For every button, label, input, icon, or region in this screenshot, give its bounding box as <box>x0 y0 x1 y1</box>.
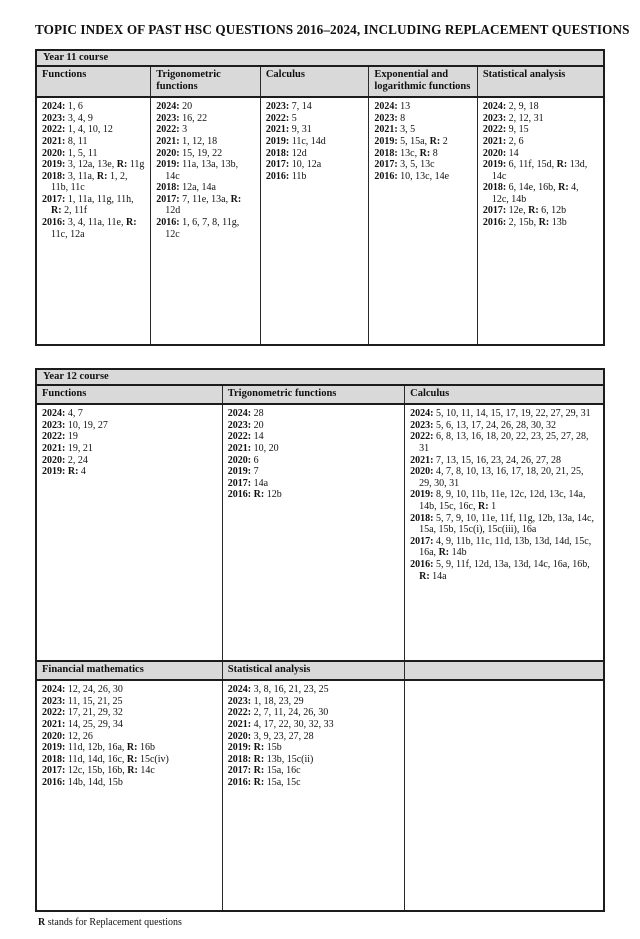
cell-entry: 2021: 14, 25, 29, 34 <box>42 719 123 731</box>
cell-entry: 2017: 1, 11a, 11g, 11h, R: 2, 11f <box>42 193 134 217</box>
cell-entry: 2024: 20 <box>156 101 193 113</box>
cell-entry: 2021: 4, 17, 22, 30, 32, 33 <box>227 719 334 731</box>
cell-entry: 2022: 9, 15 <box>482 124 529 136</box>
cell-entry: 2018: 11d, 14d, 16c, R: 15c(iv) <box>42 753 169 765</box>
cell-entry: 2020: 15, 19, 22 <box>156 147 223 159</box>
cell-entry: 2023: 7, 14 <box>265 101 312 113</box>
cell-entry: 2017: 7, 11e, 13a, R: 12d <box>156 193 242 217</box>
cell-entry: 2024: 13 <box>374 101 411 113</box>
cell-entry: 2019: 11d, 12b, 16a, R: 16b <box>42 742 155 754</box>
year11-col-header-calculus: Calculus <box>260 66 368 97</box>
year12-bottom-header-row <box>36 661 604 680</box>
year12-col-header-empty <box>405 661 604 680</box>
cell-entry: 2016: 1, 6, 7, 8, 11g, 12c <box>156 217 240 240</box>
year12-table <box>35 368 605 912</box>
cell-entry: 2018: 3, 11a, R: 1, 2, 11b, 11c <box>42 170 128 194</box>
cell-entry: 2021: 9, 31 <box>265 124 312 136</box>
cell-entry: 2018: 13c, R: 8 <box>374 147 438 159</box>
cell-entry: 2023: 16, 22 <box>156 112 208 124</box>
cell-entry: 2024: 3, 8, 16, 21, 23, 25 <box>227 684 329 696</box>
year12-bottom-body-row <box>36 680 604 911</box>
cell-entry: 2016: 11b <box>265 170 307 182</box>
cell-entry: 2019: 5, 15a, R: 2 <box>374 135 448 147</box>
year11-col-header-functions: Functions <box>36 66 151 97</box>
year12-col-header-functions: Functions <box>36 385 222 404</box>
cell-entry: 2017: 14a <box>227 477 269 489</box>
year12-cell-statistical-analysis <box>222 680 404 911</box>
cell-entry: 2023: 10, 19, 27 <box>42 419 108 431</box>
cell-entry: 2018: R: 13b, 15c(ii) <box>227 753 314 765</box>
year12-cell-calculus <box>405 404 604 661</box>
cell-entry: 2022: 14 <box>227 431 264 443</box>
cell-entry: 2023: 20 <box>227 419 264 431</box>
cell-entry: 2018: 12d <box>265 147 307 159</box>
cell-entry: 2017: 12e, R: 6, 12b <box>482 205 567 217</box>
cell-entry: 2021: 3, 5 <box>374 124 416 136</box>
cell-entry: 2016: R: 12b <box>227 489 282 501</box>
cell-entry: 2024: 12, 24, 26, 30 <box>42 684 123 696</box>
cell-entry: 2023: 5, 6, 13, 17, 24, 26, 28, 30, 32 <box>410 419 556 431</box>
cell-entry: 2016: 14b, 14d, 15b <box>42 777 123 788</box>
cell-entry: 2019: 6, 11f, 15d, R: 13d, 14c <box>482 159 588 182</box>
year12-col-header-statistical-analysis: Statistical analysis <box>222 661 404 680</box>
cell-entry: 2021: 7, 13, 15, 16, 23, 24, 26, 27, 28 <box>410 454 561 466</box>
cell-entry: 2024: 5, 10, 11, 14, 15, 17, 19, 22, 27, 29, 31 <box>410 408 591 420</box>
cell-entry: 2019: 11a, 13a, 13b, 14c <box>156 159 239 182</box>
cell-entry: 2022: 17, 21, 29, 32 <box>42 707 123 719</box>
cell-entry: 2023: 11, 15, 21, 25 <box>42 695 123 707</box>
cell-entry: 2024: 1, 6 <box>42 101 83 113</box>
cell-entry: 2020: 3, 9, 23, 27, 28 <box>227 730 314 742</box>
cell-entry: 2024: 4, 7 <box>42 408 83 420</box>
cell-entry: 2020: 12, 26 <box>42 730 93 742</box>
cell-entry: 2017: 3, 5, 13c <box>374 159 435 171</box>
year11-cell-exponential-logarithmic <box>369 97 477 345</box>
cell-entry: 2017: 10, 12a <box>265 159 322 171</box>
year12-cell-financial-mathematics <box>36 680 222 911</box>
footnote-r-symbol: R <box>38 917 46 929</box>
year12-col-header-financial-mathematics: Financial mathematics <box>36 661 222 680</box>
cell-entry: 2016: 3, 4, 11a, 11e, R: 11c, 12a <box>42 217 137 240</box>
cell-entry: 2019: 8, 9, 10, 11b, 11e, 12c, 12d, 13c, 14a, 14b, 15c, 16c, R: 1 <box>410 489 586 512</box>
cell-entry: 2020: 4, 7, 8, 10, 13, 16, 17, 18, 20, 21, 25, 29, 30, 31 <box>410 466 584 489</box>
year11-table <box>35 49 605 346</box>
cell-entry: 2020: 6 <box>227 454 259 466</box>
cell-entry: 2020: 2, 24 <box>42 454 88 466</box>
cell-entry: 2020: 1, 5, 11 <box>42 147 98 159</box>
cell-entry: 2019: R: 15b <box>227 742 282 754</box>
footnote <box>35 917 605 928</box>
year12-top-header-row <box>36 385 604 404</box>
cell-entry: 2021: 1, 12, 18 <box>156 135 218 147</box>
cell-entry: 2023: 8 <box>374 112 406 124</box>
cell-entry: 2017: 4, 9, 11b, 11c, 11d, 13b, 13d, 14d, 15c, 16a, R: 14b <box>410 535 592 559</box>
cell-entry: 2019: 11c, 14d <box>265 135 326 147</box>
cell-entry: 2023: 1, 18, 23, 29 <box>227 695 304 707</box>
cell-entry: 2016: 10, 13c, 14e <box>374 170 450 182</box>
year11-caption: Year 11 course <box>36 50 604 66</box>
cell-entry: 2019: R: 4 <box>42 466 86 478</box>
year12-caption: Year 12 course <box>36 369 604 385</box>
year12-col-header-calculus: Calculus <box>405 385 604 404</box>
year11-cell-statistical-analysis <box>477 97 604 345</box>
year12-cell-functions <box>36 404 222 661</box>
cell-entry: 2022: 6, 8, 13, 16, 18, 20, 22, 23, 25, 27, 28, 31 <box>410 431 589 454</box>
year12-col-header-trigonometric-functions: Trigonometric functions <box>222 385 404 404</box>
cell-entry: 2021: 8, 11 <box>42 135 88 147</box>
cell-entry: 2019: 3, 12a, 13e, R: 11g <box>42 159 145 171</box>
cell-entry: 2018: 6, 14e, 16b, R: 4, 12c, 14b <box>482 182 579 205</box>
year11-body-row <box>36 97 604 345</box>
cell-entry: 2023: 2, 12, 31 <box>482 112 544 124</box>
cell-entry: 2023: 3, 4, 9 <box>42 112 93 124</box>
cell-entry: 2022: 1, 4, 10, 12 <box>42 124 113 136</box>
year11-col-header-statistical-analysis: Statistical analysis <box>477 66 604 97</box>
cell-entry: 2024: 2, 9, 18 <box>482 101 539 113</box>
cell-entry: 2016: R: 15a, 15c <box>227 777 301 788</box>
cell-entry: 2018: 12a, 14a <box>156 182 216 194</box>
year11-col-header-exponential-logarithmic: Exponential and logarithmic functions <box>369 66 477 97</box>
year11-col-header-trigonometric-functions: Trigonometric functions <box>151 66 261 97</box>
year11-cell-trigonometric-functions <box>151 97 261 345</box>
year11-caption-row <box>36 50 604 66</box>
cell-entry: 2022: 3 <box>156 124 188 136</box>
cell-entry: 2019: 7 <box>227 466 259 478</box>
cell-entry: 2016: 5, 9, 11f, 12d, 13a, 13d, 14c, 16a, 16b, R: 14a <box>410 558 590 582</box>
cell-entry: 2021: 2, 6 <box>482 135 524 147</box>
year11-cell-functions <box>36 97 151 345</box>
cell-entry: 2021: 10, 20 <box>227 442 279 454</box>
cell-entry: 2024: 28 <box>227 408 264 420</box>
cell-entry: 2022: 19 <box>42 431 78 443</box>
cell-entry: 2022: 5 <box>265 112 297 124</box>
year12-cell-empty <box>405 680 604 911</box>
year11-cell-calculus <box>260 97 368 345</box>
cell-entry: 2017: 12c, 15b, 16b, R: 14c <box>42 765 155 777</box>
cell-entry: 2016: 2, 15b, R: 13b <box>482 217 567 229</box>
year11-header-row <box>36 66 604 97</box>
cell-entry: 2021: 19, 21 <box>42 442 93 454</box>
cell-entry: 2020: 14 <box>482 147 519 159</box>
footnote-text: stands for Replacement questions <box>45 917 182 929</box>
year12-top-body-row <box>36 404 604 661</box>
cell-entry: 2018: 5, 7, 9, 10, 11e, 11f, 11g, 12b, 13a, 14c, 15a, 15b, 15c(i), 15c(iii), 16a <box>410 512 594 536</box>
year12-cell-trigonometric-functions <box>222 404 404 661</box>
page-title: TOPIC INDEX OF PAST HSC QUESTIONS 2016–2024, INCLUDING REPLACEMENT QUESTIONS <box>35 22 630 37</box>
cell-entry: 2017: R: 15a, 16c <box>227 765 301 777</box>
year12-caption-row <box>36 369 604 385</box>
cell-entry: 2022: 2, 7, 11, 24, 26, 30 <box>227 707 329 719</box>
